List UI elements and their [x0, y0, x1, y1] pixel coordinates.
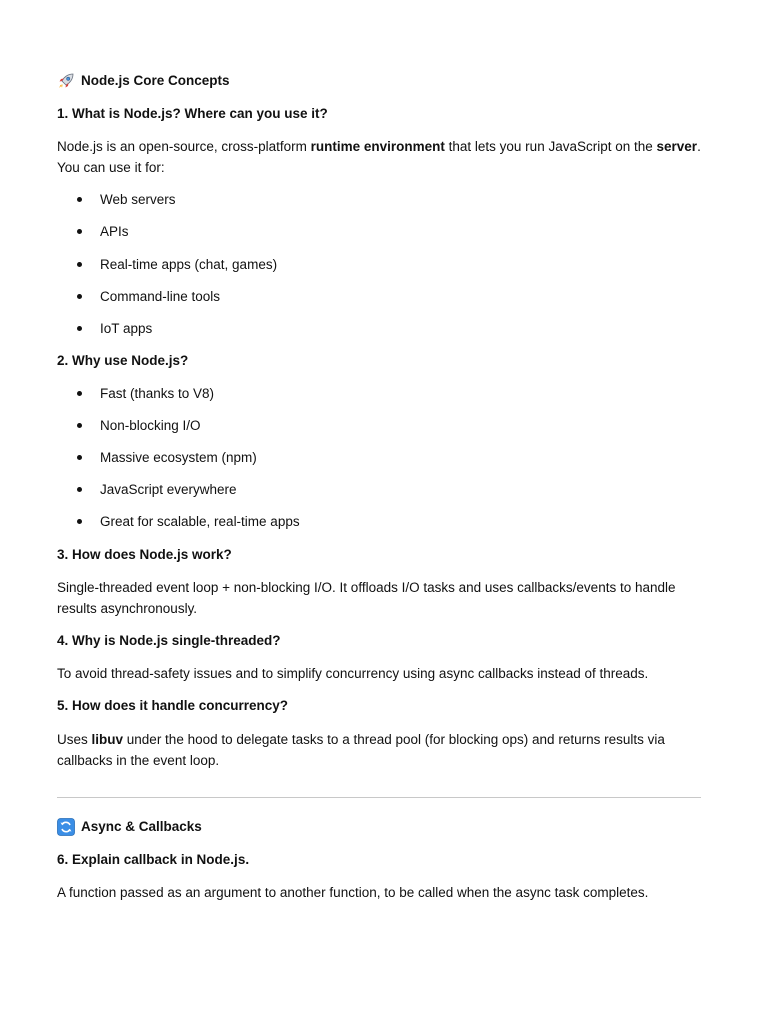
list-item-label: APIs — [100, 224, 129, 239]
bullet-icon — [77, 197, 82, 202]
section-title: Async & Callbacks — [81, 819, 202, 834]
question-5-answer — [57, 729, 701, 771]
list-item-label: Non-blocking I/O — [100, 418, 201, 433]
section-title: Node.js Core Concepts — [81, 73, 230, 88]
bullet-icon — [77, 487, 82, 492]
bullet-icon — [77, 455, 82, 460]
list-item-label: Web servers — [100, 192, 176, 207]
refresh-icon — [57, 818, 75, 836]
rocket-icon — [57, 72, 75, 90]
section-heading-core-concepts — [57, 71, 230, 91]
question-heading-1: 1. What is Node.js? Where can you use it? — [57, 106, 328, 121]
bold-term: libuv — [91, 732, 124, 747]
question-1-answer — [57, 136, 701, 178]
question-4-answer: To avoid thread-safety issues and to simplify concurrency using async callbacks instead of threads. — [57, 666, 649, 681]
question-6-answer: A function passed as an argument to another function, to be called when the async task completes. — [57, 885, 649, 900]
list-item — [77, 480, 237, 500]
list-item — [77, 416, 201, 436]
question-3-answer: Single-threaded event loop + non-blocking I/O. It offloads I/O tasks and uses callbacks/events to handle results asynchronously. — [57, 580, 676, 616]
text-run: that lets you run JavaScript on the — [444, 139, 657, 154]
text-run: Node.js is an open-source, cross-platform — [57, 139, 311, 154]
bullet-icon — [77, 229, 82, 234]
horizontal-divider — [57, 797, 701, 798]
list-item-label: Great for scalable, real-time apps — [100, 514, 300, 529]
list-item-label: Real-time apps (chat, games) — [100, 257, 278, 272]
bullet-icon — [77, 294, 82, 299]
list-item-label: Command-line tools — [100, 289, 221, 304]
list-item — [77, 384, 214, 404]
section-heading-async-callbacks — [57, 817, 202, 837]
list-item-label: IoT apps — [100, 321, 153, 336]
question-heading-4: 4. Why is Node.js single-threaded? — [57, 633, 281, 648]
bold-term: server — [656, 139, 698, 154]
text-run: Uses — [57, 732, 92, 747]
list-item-label: Fast (thanks to V8) — [100, 386, 215, 401]
bullet-icon — [77, 326, 82, 331]
bullet-icon — [77, 519, 82, 524]
list-item — [77, 222, 129, 242]
bullet-icon — [77, 262, 82, 267]
bullet-icon — [77, 391, 82, 396]
question-heading-2: 2. Why use Node.js? — [57, 353, 189, 368]
list-item — [77, 319, 152, 339]
question-heading-6: 6. Explain callback in Node.js. — [57, 852, 250, 867]
list-item — [77, 190, 176, 210]
list-item-label: Massive ecosystem (npm) — [100, 450, 257, 465]
list-item — [77, 255, 277, 275]
bold-term: runtime environment — [310, 139, 445, 154]
list-item — [77, 287, 220, 307]
text-run: under the hood to delegate tasks to a thread pool (for blocking ops) and returns results via callbacks in the event loop. — [57, 732, 665, 768]
question-heading-5: 5. How does it handle concurrency? — [57, 698, 289, 713]
list-item — [77, 448, 257, 468]
list-item — [77, 512, 300, 532]
list-item-label: JavaScript everywhere — [100, 482, 237, 497]
text-run: . You can use it for: — [57, 139, 701, 175]
question-heading-3: 3. How does Node.js work? — [57, 547, 232, 562]
bullet-icon — [77, 423, 82, 428]
